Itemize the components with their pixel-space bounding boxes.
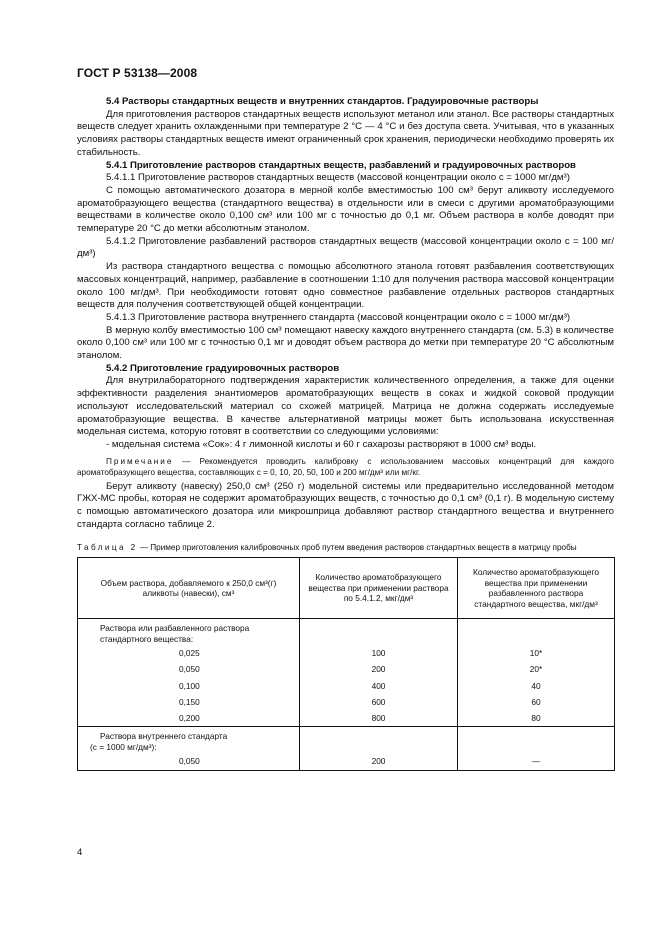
table-header-row: [78, 558, 615, 619]
table-caption: [77, 543, 614, 554]
document-header: ГОСТ Р 53138—2008: [77, 66, 198, 80]
calibration-table: [77, 557, 615, 771]
list-item: - модельная система «Сок»: 4 г лимонной кислоты и 60 г сахарозы растворяют в 1000 см³ воды.: [106, 438, 537, 450]
q2-list: [458, 645, 614, 726]
clause-5-4-1-2: 5.4.1.2 Приготовление разбавлений растворов стандартных веществ (массовой концентрации около с = 100 мг/дм³): [77, 235, 614, 260]
paragraph: Для приготовления растворов стандартных веществ используют метанол или этанол. Все растворы стандартных веществ следует хранить охлажденными при температуре 2 °С — 4 °С и без доступа света. Учитывая, что в указанных условиях растворы стандартных веществ имеют ограниченный срок хранения, периодически необходимо проверять их стабильность.: [77, 108, 614, 158]
group-label-line: (с = 1000 мг/дм³):: [90, 742, 157, 753]
q1-value: 100: [371, 648, 386, 658]
q1-value: 200: [371, 756, 386, 767]
column-header: Количество ароматобразующего вещества при применении раствора по 5.4.1.2, мкг/дм³: [300, 558, 458, 619]
volume-value: 0,200: [179, 713, 200, 724]
column-header: Количество ароматобразующего вещества при применении разбавленного раствора стандартного вещества, мкг/дм³: [458, 558, 615, 619]
column-header: Объем раствора, добавляемого к 250,0 см³(г) аликвоты (навески), см³: [78, 558, 300, 619]
volume-value: 0,050: [179, 756, 200, 767]
paragraph: В мерную колбу вместимостью 100 см³ помещают навеску каждого внутреннего стандарта (см. 5.3) в количестве около 0,100 см³ или 100 мг с точностью 0,1 мг и доводят объем раствора до метки при температуре 20 °С абсолютным этанолом.: [77, 324, 614, 362]
volume-list: [84, 645, 295, 726]
q2-value: 10*: [529, 648, 543, 658]
q1-value: 200: [371, 664, 386, 675]
section-title: 5.4 Растворы стандартных веществ и внутренних стандартов. Градуировочные растворы: [106, 96, 539, 107]
table-caption-text: — Пример приготовления калибровочных проб путем введения растворов стандартных веществ в матрицу пробы: [139, 542, 577, 552]
q2-cell: [458, 727, 615, 770]
table-caption-label: Таблица 2: [77, 542, 138, 552]
note: [77, 456, 614, 478]
volume-value: 0,050: [179, 664, 200, 675]
page-number: 4: [77, 847, 83, 858]
q1-cell: [300, 727, 458, 770]
clause-5-4-1-3: 5.4.1.3 Приготовление раствора внутреннего стандарта (массовой концентрации около с = 1000 мг/дм³): [106, 311, 571, 323]
paragraph: Берут аликвоту (навеску) 250,0 см³ (250 г) модельной системы или предварительно исследованной методом ГЖХ-МС пробы, которая не содержит ароматобразующих веществ, с точностью до 0,1 см³ (0,1 г). В модельную систему с помощью автоматического дозатора или микрошприца добавляют раствор стандартного вещества и внутреннего стандарта согласно таблице 2.: [77, 480, 614, 530]
subsection-title: 5.4.2 Приготовление градуировочных растворов: [106, 362, 340, 374]
volume-list: [84, 753, 295, 769]
group-label-line: Раствора внутреннего стандарта: [100, 731, 228, 742]
q2-value: 20*: [529, 664, 543, 675]
clause-5-4-1-1: 5.4.1.1 Приготовление растворов стандартных веществ (массовой концентрации около с = 1000 мг/дм³): [106, 172, 570, 184]
note-label: Примечание: [106, 456, 174, 466]
paragraph: Из раствора стандартного вещества с помощью абсолютного этанола готовят разбавления соответствующих массовых концентраций, например, разбавление в соотношении 1:10 для получения раствора массовой концентрации около 100 мг/дм³. При необходимости готовят одно совместное разбавление отдельных растворов стандартных веществ для получения соответствующей общей концентрации.: [77, 261, 614, 311]
group-label: Раствора или разбавленного раствора стандартного вещества:: [100, 623, 250, 644]
table-group-internal: [78, 727, 615, 770]
document-body: [77, 96, 614, 771]
volume-value: 0,150: [179, 696, 200, 707]
paragraph: Для внутрилабораторного подтверждения характеристик количественного определения, а также для оценки эффективности разделения энантиомеров ароматобразующих веществ в соках и жидкой соковой продукции используют исследовательский материал со схожей матрицей. Матрица не должна содержать исследуемые ароматобразующие вещества. В качестве альтернативной матрицы может быть использована искусственная модельная система, которую готовят в соответствии со следующими условиями:: [77, 375, 614, 438]
volume-value: 0,100: [179, 680, 200, 691]
note-text: — Рекомендуется проводить калибровку с использованием массовых концентраций для каждого ароматобразующего вещества, составляющих с = 0, 10, 20, 50, 100 и 200 мг/дм³ или мг/кг.: [77, 456, 614, 477]
volume-value: 0,025: [179, 648, 200, 658]
table-group-standard: [78, 619, 615, 727]
q2-cell: [458, 619, 615, 727]
q1-list: [300, 645, 457, 726]
q1-value: 600: [371, 696, 386, 707]
q2-value: 40: [531, 680, 541, 691]
group-label-cell: [78, 727, 300, 770]
group-label-cell: [78, 619, 300, 727]
q2-value: —: [531, 756, 541, 767]
q1-value: 400: [371, 680, 386, 691]
q2-value: 80: [531, 713, 541, 724]
subsection-title: 5.4.1 Приготовление растворов стандартных веществ, разбавлений и градуировочных растворов: [106, 159, 576, 171]
group-label: [84, 727, 295, 753]
paragraph: С помощью автоматического дозатора в мерной колбе вместимостью 100 см³ берут аликвоту исследуемого ароматобразующего вещества (стандартного вещества) в отдельности или в смеси с другими ароматобразующими веществами в количестве около 0,100 см³ или 100 мг с точностью до 0,1 мг. Объем раствора в колбе доводят при температуре 20 °С до метки абсолютным этанолом.: [77, 184, 614, 235]
q1-value: 800: [371, 713, 386, 724]
q1-cell: [300, 619, 458, 727]
q2-value: 60: [531, 696, 541, 707]
